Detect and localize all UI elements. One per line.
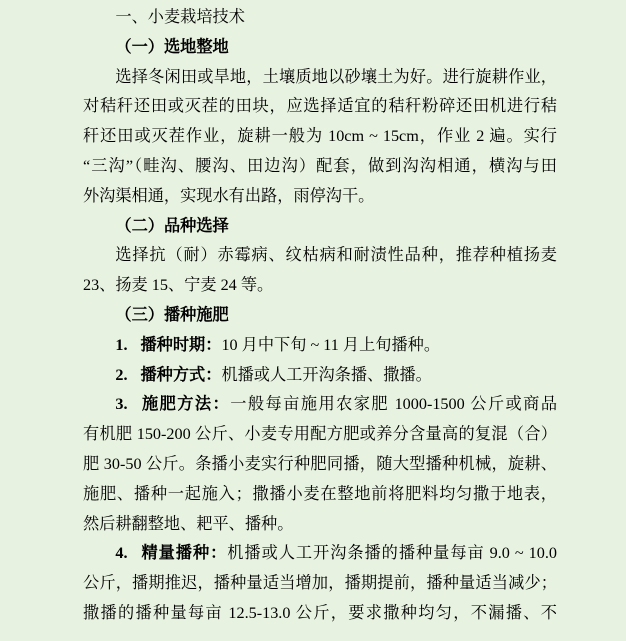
paragraph-line: 撒播的播种量每亩 12.5-13.0 公斤，要求撒种均匀，不漏播、不 — [83, 603, 557, 622]
item-number: 1. — [115, 335, 128, 354]
item-number: 3. — [115, 395, 128, 414]
paragraph-line: 有机肥 150-200 公斤、小麦专用配方肥或养分含量高的复混（合） — [83, 425, 557, 444]
item-text: 10 月中下旬 ~ 11 月上旬播种。 — [221, 335, 441, 354]
document-page — [83, 3, 557, 629]
item-text: 机播或人工开沟条播、撒播。 — [221, 365, 432, 384]
item-number: 2. — [115, 365, 128, 384]
paragraph-line: 施肥、播种一起施入；撒播小麦在整地前将肥料均匀撒于地表， — [83, 484, 557, 503]
list-item-fertilizing-method — [83, 390, 557, 420]
item-label: 施肥方法： — [140, 395, 231, 414]
paragraph-line: 外沟渠相通，实现水有出路，雨停沟干。 — [83, 186, 375, 205]
paragraph-line: 选择冬闲田或旱地，土壤质地以砂壤土为好。进行旋耕作业， — [115, 67, 557, 86]
section-title-variety-selection: （二）品种选择 — [115, 216, 229, 235]
paragraph-line: 公斤，播期推迟，播种量适当增加，播期提前，播种量适当减少； — [83, 574, 557, 593]
document-heading: 一、小麦栽培技术 — [115, 8, 245, 26]
list-item-precision-sowing — [83, 539, 557, 569]
item-text: 机播或人工开沟条播的播种量每亩 9.0 ~ 10.0 — [227, 544, 557, 563]
item-label: 播种方式： — [140, 365, 222, 384]
section-title-site-preparation: （一）选地整地 — [115, 37, 229, 56]
list-item-sowing-method — [83, 361, 557, 391]
paragraph-line: “三沟”（畦沟、腰沟、田边沟）配套，做到沟沟相通，横沟与田 — [83, 156, 557, 175]
paragraph-line: 23、扬麦 15、宁麦 24 等。 — [83, 276, 274, 295]
item-label: 播种时期： — [140, 335, 222, 354]
list-item-sowing-time — [83, 331, 557, 361]
section-title-sowing-fertilizing: （三）播种施肥 — [115, 305, 229, 324]
item-label: 精量播种： — [140, 544, 228, 563]
item-text: 一般每亩施用农家肥 1000-1500 公斤或商品 — [230, 395, 557, 414]
paragraph-line: 选择抗（耐）赤霉病、纹枯病和耐渍性品种，推荐种植扬麦 — [115, 246, 557, 265]
paragraph-line: 对秸秆还田或灭茬的田块，应选择适宜的秸秆粉碎还田机进行秸 — [83, 97, 557, 116]
paragraph-line: 肥 30-50 公斤。条播小麦实行种肥同播，随大型播种机械，旋耕、 — [83, 454, 557, 473]
paragraph-line: 秆还田或灭茬作业，旋耕一般为 10cm ~ 15cm，作业 2 遍。实行 — [83, 127, 557, 146]
item-number: 4. — [115, 544, 128, 563]
paragraph-line: 然后耕翻整地、耙平、播种。 — [83, 514, 294, 533]
